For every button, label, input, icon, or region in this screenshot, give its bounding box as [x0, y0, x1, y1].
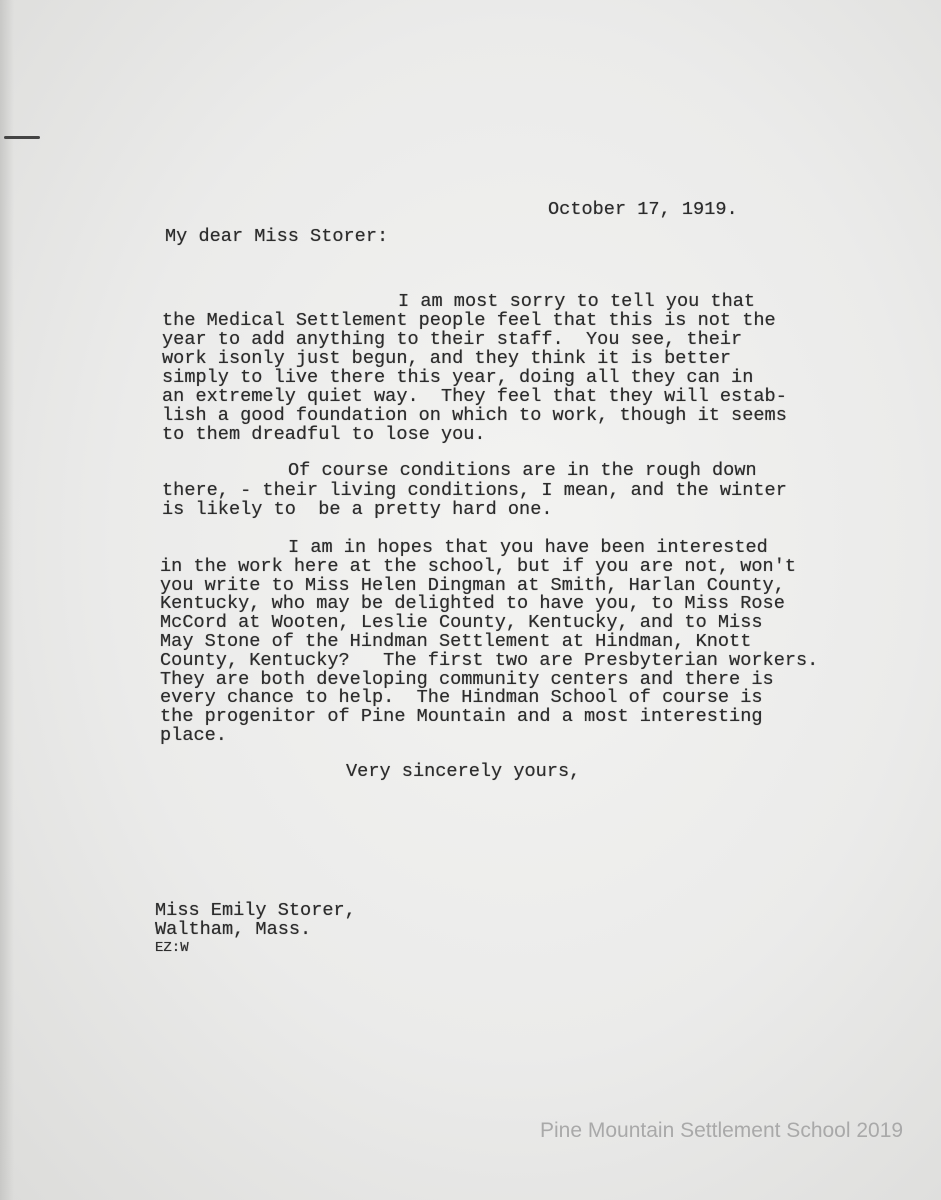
- letter-date: October 17, 1919.: [548, 199, 738, 220]
- salutation: My dear Miss Storer:: [165, 226, 389, 247]
- reference-initials: EZ:W: [155, 940, 189, 956]
- paragraph-1-line: lish a good foundation on which to work, though it seems: [162, 405, 787, 426]
- paragraph-2-line: there, - their living conditions, I mean, and the winter: [162, 479, 787, 501]
- paragraph-3-line: in the work here at the school, but if you are not, won't: [160, 555, 797, 577]
- paragraph-1-line: an extremely quiet way. They feel that they will estab-: [162, 386, 787, 407]
- paragraph-1-line: simply to live there this year, doing all they can in: [162, 367, 754, 388]
- address-line: Miss Emily Storer,: [155, 900, 356, 921]
- paragraph-3-line: every chance to help. The Hindman School of course is: [160, 687, 763, 709]
- paragraph-3-line: They are both developing community centers and there is: [160, 668, 774, 690]
- address-line: Waltham, Mass.: [155, 919, 312, 940]
- paragraph-1-line: the Medical Settlement people feel that this is not the: [162, 310, 776, 331]
- paragraph-3-line: May Stone of the Hindman Settlement at Hindman, Knott: [160, 631, 752, 652]
- paragraph-3-line: County, Kentucky? The first two are Presbyterian workers.: [160, 649, 819, 671]
- paragraph-3-line: you write to Miss Helen Dingman at Smith, Harlan County,: [160, 574, 785, 596]
- paragraph-3-line: place.: [160, 725, 227, 746]
- paragraph-3-line: Kentucky, who may be delighted to have you, to Miss Rose: [160, 593, 785, 615]
- paragraph-3-line: the progenitor of Pine Mountain and a most interesting: [160, 706, 763, 728]
- watermark: Pine Mountain Settlement School 2019: [540, 1119, 904, 1142]
- page-edge-shadow: [0, 0, 14, 1200]
- paragraph-1-line: year to add anything to their staff. You see, their: [162, 329, 743, 350]
- paragraph-3-line: McCord at Wooten, Leslie County, Kentucky, and to Miss: [160, 612, 763, 634]
- paragraph-1-line: work isonly just begun, and they think it is better: [162, 348, 732, 369]
- binder-mark: [4, 136, 40, 139]
- paragraph-1-line: to them dreadful to lose you.: [162, 424, 486, 445]
- closing: Very sincerely yours,: [346, 761, 581, 782]
- paragraph-3-line: I am in hopes that you have been interested: [288, 537, 768, 558]
- paragraph-1-line: I am most sorry to tell you that: [398, 291, 756, 312]
- paragraph-2-line: Of course conditions are in the rough down: [288, 460, 757, 481]
- paragraph-2-line: is likely to be a pretty hard one.: [162, 499, 553, 520]
